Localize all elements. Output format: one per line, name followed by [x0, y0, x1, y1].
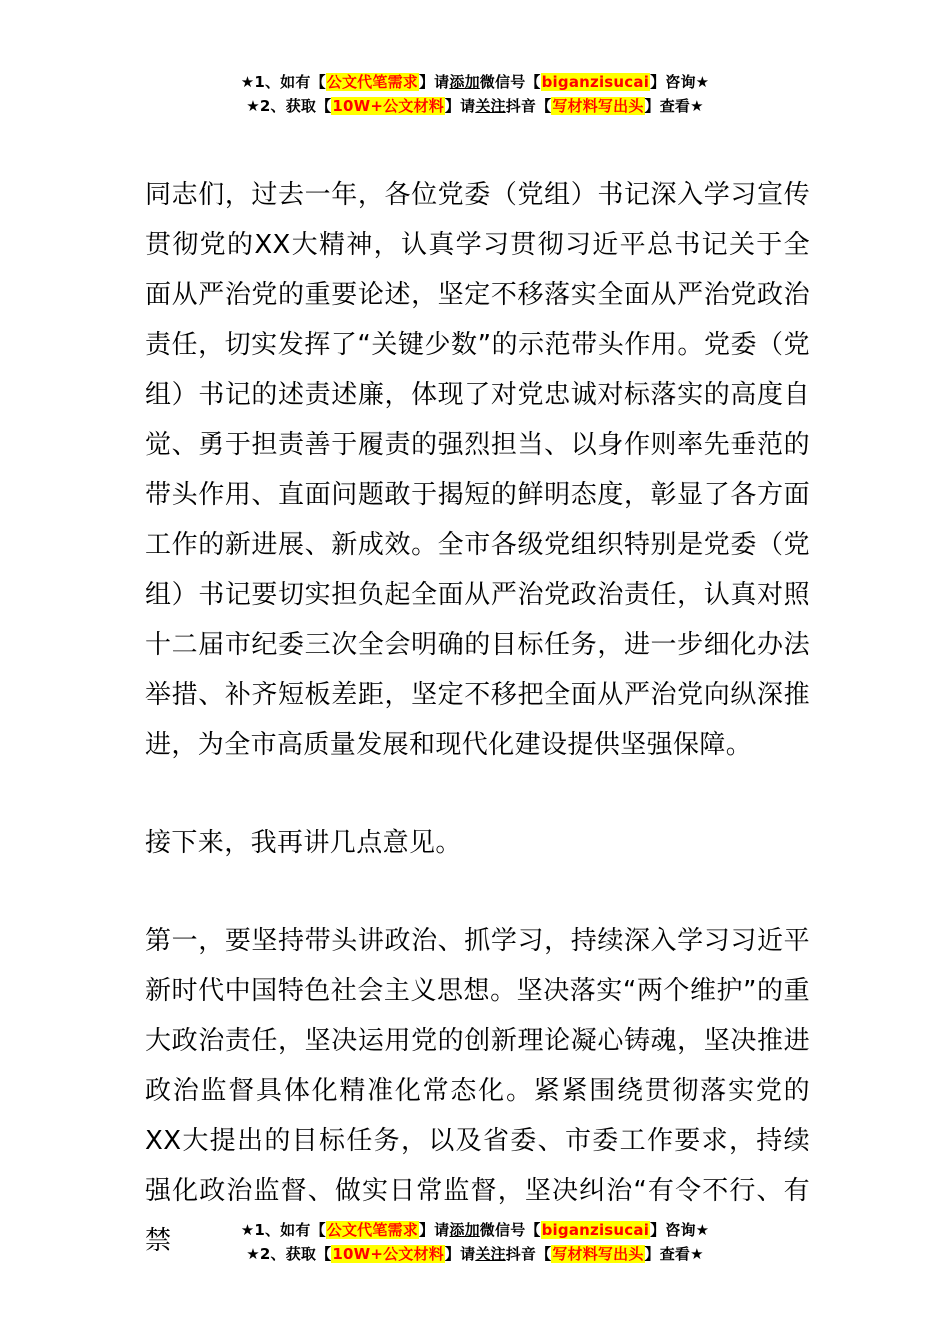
header-highlight-materials: 10W+公文材料 [332, 97, 444, 115]
footer-highlight-ghostwriting: 公文代笔需求 [326, 1221, 418, 1239]
header-banner [0, 70, 950, 118]
header-underline-add: 添加 [449, 73, 480, 91]
footer-line-1-text-a: ★1、如有【 [240, 1221, 326, 1239]
paragraph-opening: 同志们，过去一年，各位党委（党组）书记深入学习宣传贯彻党的XX大精神，认真学习贯彻习近平总书记关于全面从严治党的重要论述，坚定不移落实全面从严治党政治责任，切实发挥了“关键少数”的示范带头作用。党委（党组）书记的述责述廉，体现了对党忠诚对标落实的高度自觉、勇于担责善于履责的强烈担当、以身作则率先垂范的带头作用、直面问题敢于揭短的鲜明态度，彰显了各方面工作的新进展、新成效。全市各级党组织特别是党委（党组）书记要切实担负起全面从严治党政治责任，认真对照十二届市纪委三次全会明确的目标任务，进一步细化办法举措、补齐短板差距，坚定不移把全面从严治党向纵深推进，为全市高质量发展和现代化建设提供坚强保障。 [145, 180, 810, 760]
footer-line-2-text-c: 抖音【 [505, 1245, 552, 1263]
footer-underline-follow: 关注 [475, 1245, 506, 1263]
header-line-1 [0, 70, 950, 94]
footer-line-2-text-b: 】请 [444, 1245, 476, 1263]
header-highlight-douyin-account: 写材料写出头 [552, 97, 644, 115]
header-underline-follow: 关注 [475, 97, 506, 115]
header-highlight-ghostwriting: 公文代笔需求 [326, 73, 418, 91]
footer-banner [0, 1218, 950, 1266]
header-highlight-wechat-id: biganzisucai [541, 73, 650, 91]
header-line-1-text-b: 】请 [418, 73, 450, 91]
footer-highlight-materials: 10W+公文材料 [332, 1245, 444, 1263]
paragraph-point-one: 第一，要坚持带头讲政治、抓学习，持续深入学习习近平新时代中国特色社会主义思想。坚决落实“两个维护”的重大政治责任，坚决运用党的创新理论凝心铸魂，坚决推进政治监督具体化精准化常态化。紧紧围绕贯彻落实党的XX大提出的目标任务，以及省委、市委工作要求，持续强化政治监督、做实日常监督，坚决纠治“有令不行、有禁 [145, 926, 810, 1256]
footer-line-1-text-d: 】咨询★ [650, 1221, 710, 1239]
header-line-2-text-d: 】查看★ [644, 97, 704, 115]
header-line-1-text-c: 微信号【 [479, 73, 541, 91]
header-line-2-text-a: ★2、获取【 [246, 97, 332, 115]
document-body [145, 170, 810, 1266]
footer-highlight-douyin-account: 写材料写出头 [552, 1245, 644, 1263]
paragraph-transition: 接下来，我再讲几点意见。 [145, 828, 462, 858]
footer-line-2-text-d: 】查看★ [644, 1245, 704, 1263]
header-line-2-text-c: 抖音【 [505, 97, 552, 115]
footer-underline-add: 添加 [449, 1221, 480, 1239]
footer-line-2 [0, 1242, 950, 1266]
footer-line-1-text-b: 】请 [418, 1221, 450, 1239]
footer-line-1-text-c: 微信号【 [479, 1221, 541, 1239]
header-line-1-text-a: ★1、如有【 [240, 73, 326, 91]
header-line-2 [0, 94, 950, 118]
footer-line-2-text-a: ★2、获取【 [246, 1245, 332, 1263]
footer-line-1 [0, 1218, 950, 1242]
footer-highlight-wechat-id: biganzisucai [541, 1221, 650, 1239]
header-line-1-text-d: 】咨询★ [650, 73, 710, 91]
header-line-2-text-b: 】请 [444, 97, 476, 115]
